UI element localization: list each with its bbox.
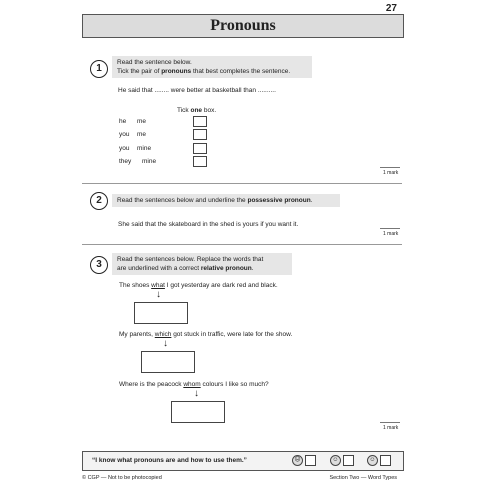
sentence-text: The shoes	[119, 282, 152, 289]
mark-line	[380, 167, 400, 168]
happy-face-icon: ☺	[367, 455, 378, 466]
instruction-text: are underlined with a correct	[117, 265, 201, 272]
checkbox-happy[interactable]	[380, 455, 391, 466]
sentence-text: got stuck in traffic, were late for the show.	[171, 331, 293, 338]
sentence-text: colours I like so much?	[200, 381, 269, 388]
underlined-word: what	[151, 282, 165, 289]
question-3-instruction	[112, 253, 292, 275]
page-number: 27	[385, 3, 397, 14]
option-3-pronoun-b: mine	[137, 145, 152, 152]
sentence-text: My parents,	[119, 331, 155, 338]
question-2-sentence[interactable]: She said that the skateboard in the shed is yours if you want it.	[118, 221, 299, 228]
option-2-tickbox[interactable]	[193, 129, 207, 140]
section-divider	[82, 183, 402, 184]
question-2-number: 2	[90, 192, 108, 210]
neutral-face-icon: ☺	[330, 455, 341, 466]
instruction-text: .	[310, 197, 313, 204]
option-1-pronoun-b: me	[137, 118, 147, 125]
checkbox-sad[interactable]	[305, 455, 316, 466]
question-3-number: 3	[90, 256, 108, 274]
mark-line	[380, 422, 400, 423]
instruction-line: Read the sentences below. Replace the words that	[117, 256, 264, 263]
instruction-line	[117, 67, 307, 76]
question-1-instruction	[112, 56, 312, 78]
arrow-down-icon: ↓	[156, 289, 161, 300]
question-3-sentence-2	[119, 331, 292, 339]
checkbox-neutral[interactable]	[343, 455, 354, 466]
answer-box-3[interactable]	[171, 401, 225, 423]
option-3-tickbox[interactable]	[193, 143, 207, 154]
copyright-notice: © CGP — Not to be photocopied	[82, 475, 162, 481]
instruction-text: .	[251, 265, 254, 272]
self-assessment-statement: “I know what pronouns are and how to use them.”	[92, 457, 247, 464]
arrow-down-icon: ↓	[163, 338, 168, 349]
tick-one-header	[177, 107, 216, 115]
option-4-tickbox[interactable]	[193, 156, 207, 167]
sentence-text: Where is the peacock	[119, 381, 184, 388]
sentence-text: I got yesterday are dark red and black.	[164, 282, 278, 289]
tick-header-text: Tick	[177, 107, 191, 114]
page-title: Pronouns	[82, 14, 404, 38]
option-1-pronoun-a: he	[119, 118, 127, 125]
option-3-pronoun-a: you	[119, 145, 130, 152]
arrow-down-icon: ↓	[194, 388, 199, 399]
option-1-tickbox[interactable]	[193, 116, 207, 127]
section-label: Section Two — Word Types	[329, 475, 397, 481]
tick-header-text: box.	[202, 107, 217, 114]
tick-header-keyword: one	[190, 107, 203, 114]
option-4-pronoun-b: mine	[142, 158, 157, 165]
question-2-mark: 1 mark	[383, 231, 399, 237]
underlined-word: which	[154, 331, 172, 338]
question-1-sentence: He said that ........ were better at basketball than ..........	[118, 87, 276, 94]
option-2-pronoun-a: you	[119, 131, 130, 138]
answer-box-2[interactable]	[141, 351, 195, 373]
mark-line	[380, 228, 400, 229]
sad-face-icon: ☹	[292, 455, 303, 466]
instruction-line: Read the sentence below.	[117, 59, 192, 66]
answer-box-1[interactable]	[134, 302, 188, 324]
question-1-number: 1	[90, 60, 108, 78]
instruction-text: Read the sentences below and underline the	[117, 197, 248, 204]
option-2-pronoun-b: me	[137, 131, 147, 138]
question-3-mark: 1 mark	[383, 425, 399, 431]
instruction-text: Tick the pair of	[117, 68, 162, 75]
instruction-keyword: relative pronoun	[200, 265, 252, 272]
section-divider	[82, 244, 402, 245]
instruction-line	[117, 264, 287, 273]
question-3-sentence-1	[119, 282, 278, 290]
question-2-instruction	[112, 194, 340, 207]
option-4-pronoun-a: they	[119, 158, 132, 165]
instruction-keyword: possessive pronoun	[247, 197, 311, 204]
question-1-mark: 1 mark	[383, 170, 399, 176]
instruction-keyword: pronouns	[161, 68, 192, 75]
instruction-text: that best completes the sentence.	[191, 68, 291, 75]
underlined-word: whom	[183, 381, 201, 388]
